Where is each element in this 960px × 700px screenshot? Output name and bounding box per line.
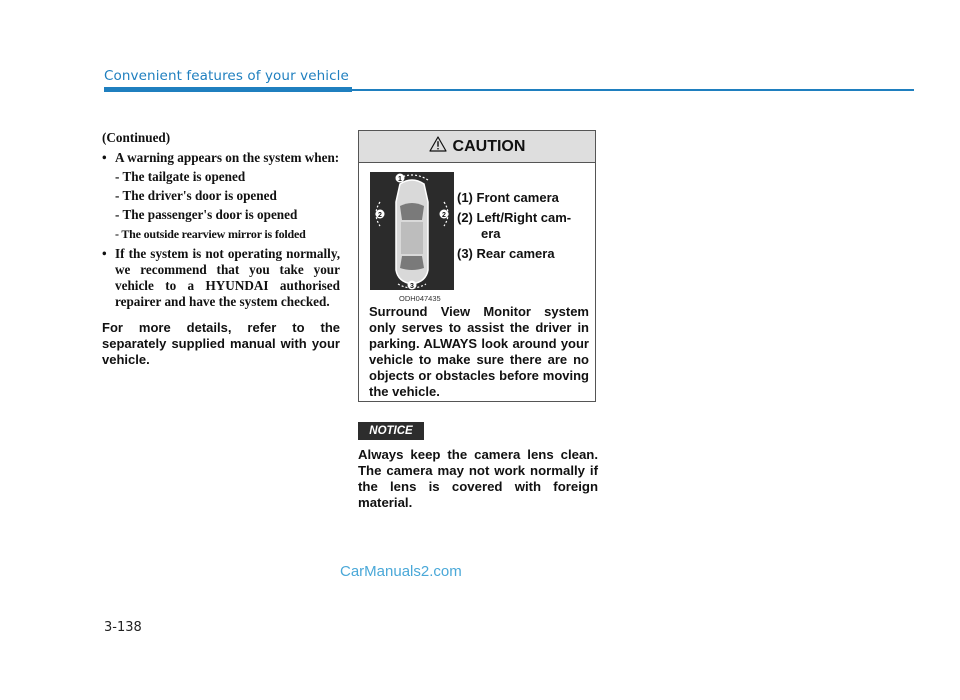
continued-label: (Continued)	[102, 130, 171, 145]
caution-box	[358, 130, 596, 402]
bullet-not-operating-text: If the system is not operating normally, we recommend that you take your vehicle to a HYUNDAI authorised repairer and have the system checked.	[115, 246, 340, 309]
label-side-camera-line2: era	[481, 226, 501, 241]
svg-text:2: 2	[442, 212, 446, 219]
notice-text: Always keep the camera lens clean. The camera may not work normally if the lens is covered with foreign material.	[358, 447, 598, 510]
label-front-camera: (1) Front camera	[457, 190, 559, 205]
caution-header	[359, 131, 595, 163]
bullet-warning	[102, 150, 340, 166]
section-title: Convenient features of your vehicle	[104, 68, 349, 84]
svg-text:1: 1	[398, 176, 402, 183]
label-side-camera-line1: (2) Left/Right cam-	[457, 210, 572, 225]
bullet-dot: •	[102, 150, 107, 165]
sub-item: - The passenger's door is opened	[115, 207, 298, 222]
label-rear-camera: (3) Rear camera	[457, 246, 555, 261]
notice-badge: NOTICE	[358, 422, 424, 440]
svg-text:2: 2	[378, 212, 382, 219]
header-bar-thin	[352, 89, 914, 91]
svg-text:3: 3	[410, 283, 414, 290]
watermark-link[interactable]: CarManuals2.com	[340, 563, 462, 580]
camera-legend	[457, 190, 591, 266]
bullet-not-operating	[102, 246, 340, 310]
header-bar-thick	[104, 87, 352, 92]
label-side-camera	[457, 210, 591, 242]
more-details-text: For more details, refer to the separately supplied manual with your vehicle.	[102, 320, 340, 367]
caution-title: CAUTION	[452, 137, 526, 155]
image-code: ODH047435	[399, 294, 441, 303]
surround-camera-diagram	[370, 172, 454, 290]
page-number: 3-138	[104, 620, 142, 635]
bullet-warning-text: A warning appears on the system when:	[115, 150, 340, 165]
sub-item: - The driver's door is opened	[115, 188, 277, 203]
left-column	[102, 130, 340, 368]
warning-triangle-icon	[429, 136, 447, 157]
sub-item: - The outside rearview mirror is folded	[115, 227, 306, 241]
sub-item: - The tailgate is opened	[115, 169, 246, 184]
caution-text: Surround View Monitor system only serves to assist the driver in parking. ALWAYS look around your vehicle to make sure there are no objects or obstacles before moving the vehicle.	[369, 304, 589, 399]
bullet-dot: •	[102, 246, 107, 261]
